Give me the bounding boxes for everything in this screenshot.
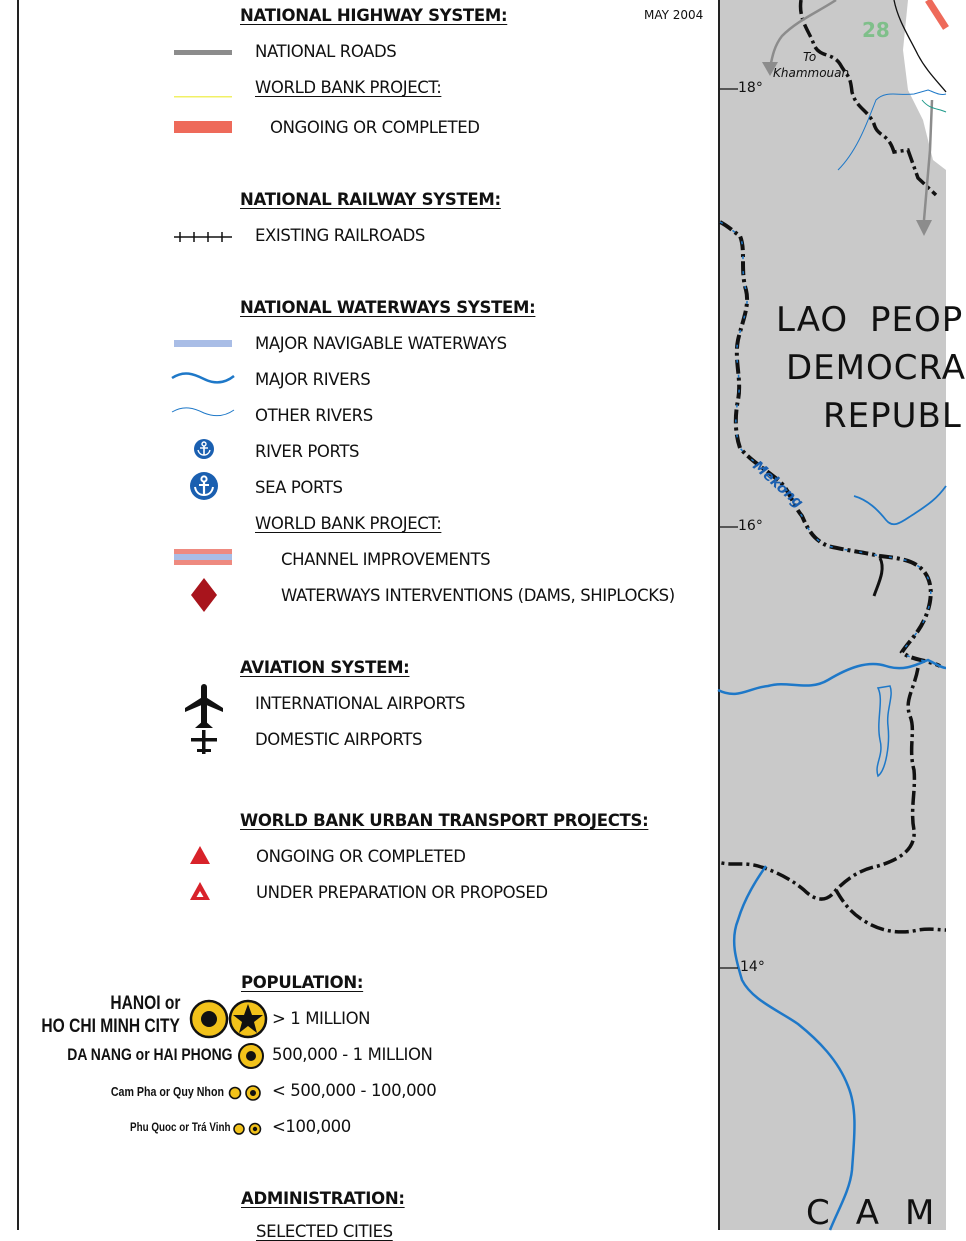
other-rivers-label: OTHER RIVERS: [255, 406, 373, 425]
wb-road-project-symbol: [172, 94, 234, 100]
khammouan-label: Khammouan: [773, 66, 850, 80]
pop-city-small: Cam Pha or Quy Nhon: [110, 1084, 224, 1099]
pop-range-small: < 500,000 - 100,000: [272, 1081, 437, 1100]
aviation-heading: AVIATION SYSTEM:: [240, 658, 410, 677]
highway-ongoing-label: ONGOING OR COMPLETED: [270, 118, 480, 137]
waterways-wb-project-label: WORLD BANK PROJECT:: [255, 514, 442, 533]
highway-wb-project-label: WORLD BANK PROJECT:: [255, 78, 442, 97]
urban-proposed-triangle-icon: [188, 880, 212, 902]
latitude-14-label: 14°: [740, 959, 765, 975]
administration-partial-label: SELECTED CITIES: [256, 1222, 393, 1241]
to-label: To: [803, 50, 817, 64]
pop-smallest-symbols-icon: [231, 1119, 267, 1139]
railroad-symbol: [172, 230, 234, 244]
sea-ports-label: SEA PORTS: [255, 478, 343, 497]
existing-railroads-label: EXISTING RAILROADS: [255, 226, 425, 245]
pop-city-large-line1: HANOI or: [109, 993, 180, 1014]
legend-date: MAY 2004: [644, 8, 704, 22]
channel-improvement-symbol: [172, 548, 234, 566]
navigable-waterways-label: MAJOR NAVIGABLE WATERWAYS: [255, 334, 507, 353]
international-airport-icon: [183, 682, 225, 730]
pop-range-large: > 1 MILLION: [272, 1009, 371, 1028]
river-ports-label: RIVER PORTS: [255, 442, 360, 461]
urban-transport-heading: WORLD BANK URBAN TRANSPORT PROJECTS:: [240, 811, 649, 830]
map-panel: [718, 0, 946, 1230]
administration-heading: ADMINISTRATION:: [241, 1189, 405, 1208]
waterway-interventions-label: WATERWAYS INTERVENTIONS (DAMS, SHIPLOCKS): [281, 586, 675, 605]
population-heading: POPULATION:: [241, 973, 364, 992]
other-river-symbol: [170, 404, 236, 420]
country-name-line2: DEMOCRA: [786, 348, 966, 388]
pop-city-large-line2: HO CHI MINH CITY: [41, 1016, 180, 1037]
channel-improvements-label: CHANNEL IMPROVEMENTS: [281, 550, 491, 569]
domestic-airports-label: DOMESTIC AIRPORTS: [255, 730, 423, 749]
railway-heading: NATIONAL RAILWAY SYSTEM:: [240, 190, 501, 209]
pop-range-smallest: <100,000: [272, 1117, 351, 1136]
sea-port-icon: [188, 470, 220, 502]
pop-city-smallest: Phu Quoc or Trá Vinh: [129, 1120, 230, 1134]
major-river-symbol: [170, 370, 236, 388]
ongoing-road-symbol: [172, 120, 234, 134]
navigable-waterway-symbol: [172, 338, 234, 350]
mekong-label: Mekong: [749, 458, 806, 512]
urban-ongoing-label: ONGOING OR COMPLETED: [256, 847, 466, 866]
urban-proposed-label: UNDER PREPARATION OR PROPOSED: [256, 883, 548, 902]
domestic-airport-icon: [189, 729, 219, 755]
pop-range-medium: 500,000 - 1 MILLION: [272, 1045, 433, 1064]
country-name-line1: LAO PEOP: [776, 300, 964, 340]
waterways-heading: NATIONAL WATERWAYS SYSTEM:: [240, 298, 536, 317]
country-name-line3: REPUBL: [823, 396, 962, 436]
national-roads-label: NATIONAL ROADS: [255, 42, 397, 61]
pop-small-symbols-icon: [227, 1083, 267, 1103]
country-bottom-label: CAM: [806, 1193, 961, 1233]
highway-heading: NATIONAL HIGHWAY SYSTEM:: [240, 6, 508, 25]
waterway-intervention-diamond-icon: [189, 577, 219, 613]
international-airports-label: INTERNATIONAL AIRPORTS: [255, 694, 466, 713]
pop-medium-symbol-icon: [236, 1041, 266, 1071]
major-rivers-label: MAJOR RIVERS: [255, 370, 371, 389]
left-frame-line: [17, 0, 19, 1230]
pop-large-symbols-icon: [189, 998, 271, 1040]
national-road-symbol: [172, 48, 234, 58]
latitude-18-label: 18°: [738, 80, 763, 96]
road-number-label: 28: [862, 18, 890, 42]
river-port-icon: [192, 437, 216, 461]
pop-city-medium: DA NANG or HAI PHONG: [66, 1045, 232, 1064]
latitude-16-label: 16°: [738, 518, 763, 534]
urban-ongoing-triangle-icon: [188, 844, 212, 866]
